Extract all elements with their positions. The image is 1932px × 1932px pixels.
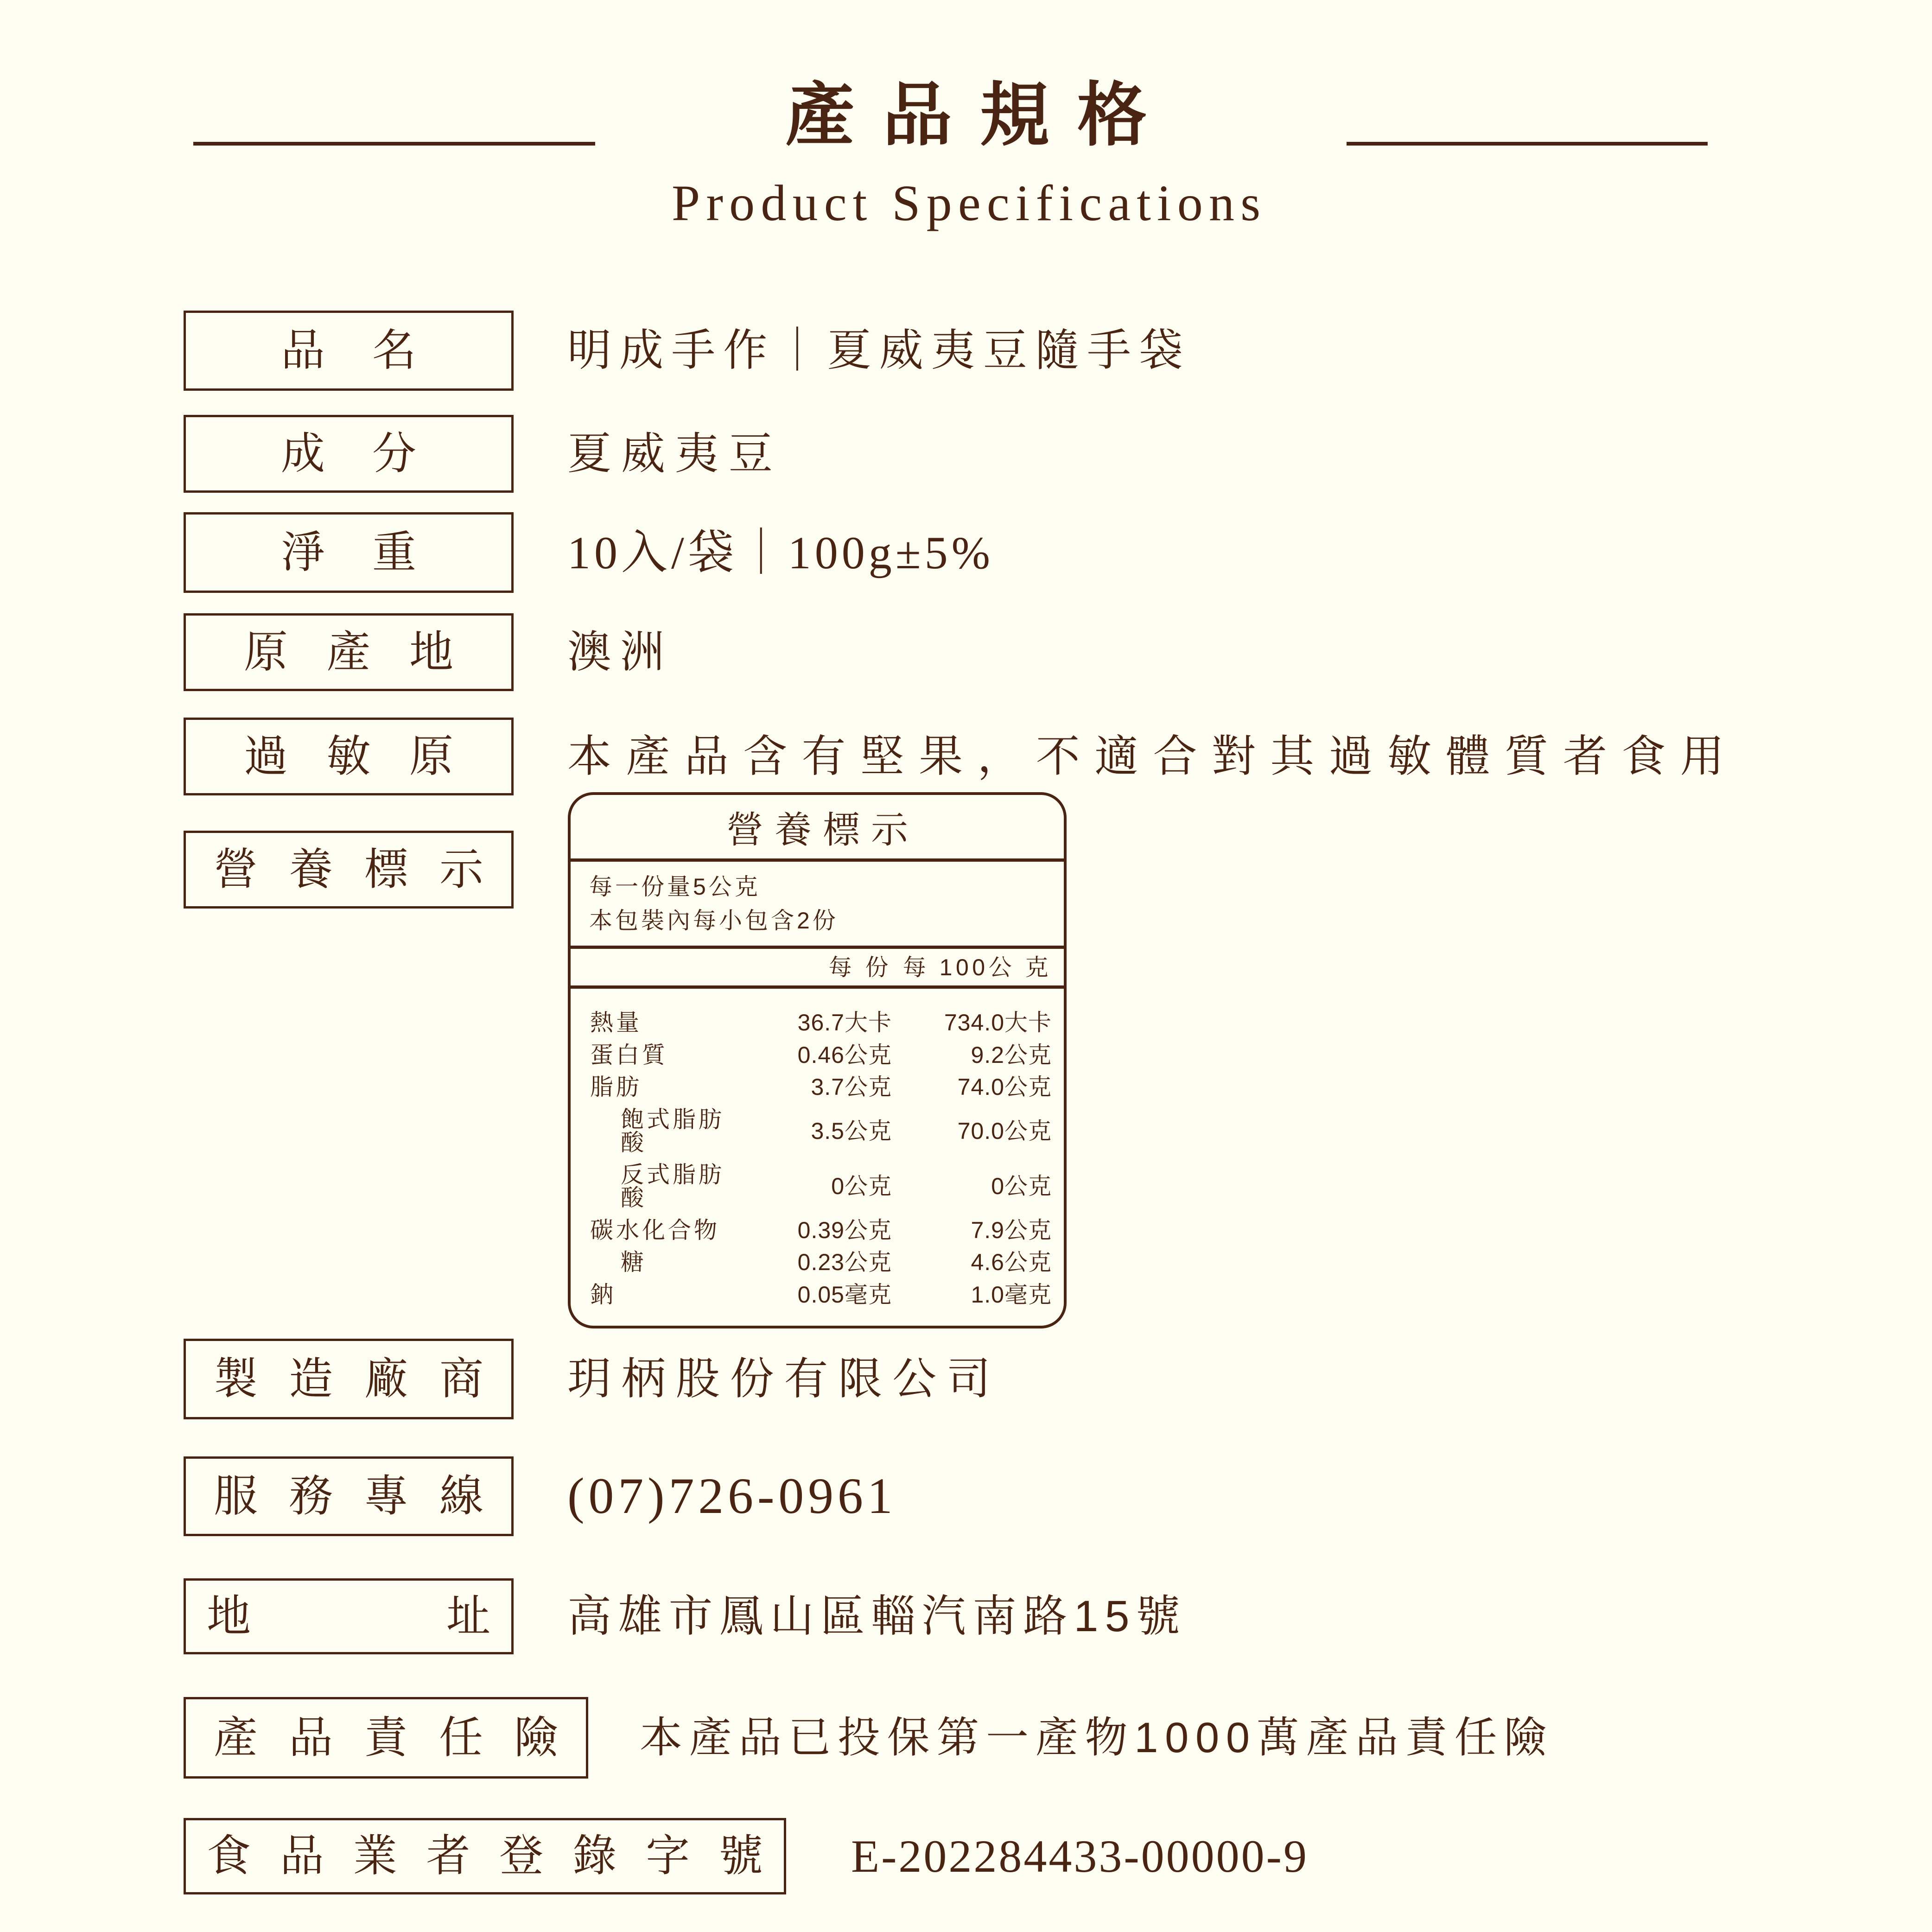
row-manufacturer [184, 1339, 1932, 1419]
value-service-hotline: (07)726-0961 [567, 1468, 897, 1525]
row-service-hotline [184, 1456, 1932, 1536]
nutrition-row-fat [590, 1075, 1052, 1099]
nutrient-per-serving: 0.05毫克 [797, 1281, 892, 1308]
row-allergen [184, 718, 1932, 795]
nutrition-row-saturated-fat [590, 1108, 1052, 1154]
value-allergen: 本產品含有堅果，不適合對其過敏體質者食用 [567, 731, 1739, 781]
label-box-liability-insurance [184, 1697, 588, 1779]
label-manufacturer: 製 造 廠 商 [214, 1354, 483, 1404]
nutrient-name: 飽式脂肪酸 [621, 1106, 724, 1156]
label-nutrition: 營 養 標 示 [214, 845, 483, 894]
nutrient-per-serving: 36.7大卡 [797, 1010, 892, 1036]
label-registration-number: 食 品 業 者 登 錄 字 號 [207, 1831, 763, 1881]
label-box-registration-number [184, 1818, 786, 1894]
nutrition-column-headers [571, 949, 1064, 989]
label-ingredients: 成 分 [281, 429, 416, 478]
row-origin [184, 613, 1932, 691]
page-subtitle: Product Specifications [671, 175, 1267, 231]
row-ingredients [184, 415, 1932, 493]
nutrient-per-serving: 3.5公克 [811, 1118, 892, 1144]
nutrition-rows [571, 989, 1064, 1326]
label-box-nutrition [184, 831, 514, 909]
value-ingredients: 夏威夷豆 [567, 429, 782, 478]
label-product-name: 品 名 [281, 326, 416, 375]
nutrient-name: 蛋白質 [590, 1042, 668, 1068]
nutrient-per-serving: 0公克 [831, 1173, 892, 1200]
nutrient-per-100g: 70.0公克 [957, 1118, 1052, 1144]
label-box-net-weight [184, 512, 514, 593]
nutrient-per-100g: 7.9公克 [971, 1217, 1052, 1243]
nutrient-per-serving: 0.39公克 [797, 1217, 892, 1243]
row-net-weight [184, 512, 1932, 593]
nutrition-panel-title: 營養標示 [571, 795, 1064, 862]
label-origin: 原 產 地 [244, 627, 453, 677]
nutrition-row-carbohydrate [590, 1219, 1052, 1242]
label-box-ingredients [184, 415, 514, 493]
label-box-manufacturer [184, 1339, 514, 1419]
nutrient-per-100g: 0公克 [991, 1173, 1052, 1200]
nutrition-row-trans-fat [590, 1163, 1052, 1209]
nutrient-name: 熱量 [590, 1010, 642, 1036]
nutrient-per-100g: 9.2公克 [971, 1042, 1052, 1068]
label-address: 地 址 [207, 1591, 490, 1641]
label-box-address [184, 1578, 514, 1654]
nutrition-serving-size: 每一份量5公克 [589, 874, 761, 900]
row-product-liability-insurance [184, 1697, 1932, 1779]
label-box-allergen [184, 718, 514, 795]
nutrient-name: 碳水化合物 [590, 1217, 720, 1243]
nutrient-per-serving: 0.23公克 [797, 1249, 892, 1276]
nutrient-name: 反式脂肪酸 [621, 1162, 724, 1211]
row-address [184, 1578, 1932, 1654]
nutrient-per-100g: 1.0毫克 [971, 1281, 1052, 1308]
nutrition-panel [568, 792, 1067, 1328]
label-allergen: 過 敏 原 [244, 731, 453, 781]
nutrient-name: 糖 [621, 1249, 647, 1276]
label-liability-insurance: 產 品 責 任 險 [214, 1713, 558, 1762]
label-service-hotline: 服 務 專 線 [214, 1471, 483, 1521]
value-origin: 澳洲 [567, 627, 674, 677]
page-title: 產品規格 [785, 76, 1175, 154]
label-box-product-name [184, 311, 514, 391]
nutrient-per-100g: 4.6公克 [971, 1249, 1052, 1276]
nutrition-row-calories [590, 1011, 1052, 1034]
nutrition-servings-per-pack: 本包裝內每小包含2份 [589, 908, 839, 934]
row-food-business-registration [184, 1818, 1932, 1894]
nutrient-name: 鈉 [590, 1281, 616, 1308]
nutrition-header-per-100g: 每 100公 克 [902, 954, 1052, 980]
title-rule-right [1347, 142, 1708, 146]
nutrition-row-protein [590, 1043, 1052, 1067]
label-net-weight: 淨 重 [281, 527, 416, 577]
nutrition-row-sodium [590, 1283, 1052, 1306]
nutrient-per-serving: 0.46公克 [797, 1042, 892, 1068]
value-manufacturer: 玥柄股份有限公司 [567, 1354, 1001, 1404]
nutrient-per-serving: 3.7公克 [811, 1074, 892, 1100]
row-product-name [184, 311, 1932, 391]
nutrient-per-100g: 74.0公克 [957, 1074, 1052, 1100]
value-registration-number: E-202284433-00000-9 [851, 1830, 1309, 1882]
value-liability-insurance: 本產品已投保第一產物1000萬產品責任險 [640, 1714, 1554, 1761]
nutrition-header-per-serving: 每 份 [828, 954, 892, 980]
nutrient-name: 脂肪 [590, 1074, 642, 1100]
nutrient-per-100g: 734.0大卡 [944, 1010, 1052, 1036]
label-box-origin [184, 613, 514, 691]
nutrition-serving-info [571, 862, 1064, 949]
value-address: 高雄市鳳山區輜汽南路15號 [567, 1591, 1187, 1641]
value-product-name: 明成手作｜夏威夷豆隨手袋 [567, 326, 1191, 375]
value-net-weight: 10入/袋｜100g±5% [567, 527, 994, 578]
label-box-service-hotline [184, 1456, 514, 1536]
nutrition-row-sugar [590, 1251, 1052, 1274]
